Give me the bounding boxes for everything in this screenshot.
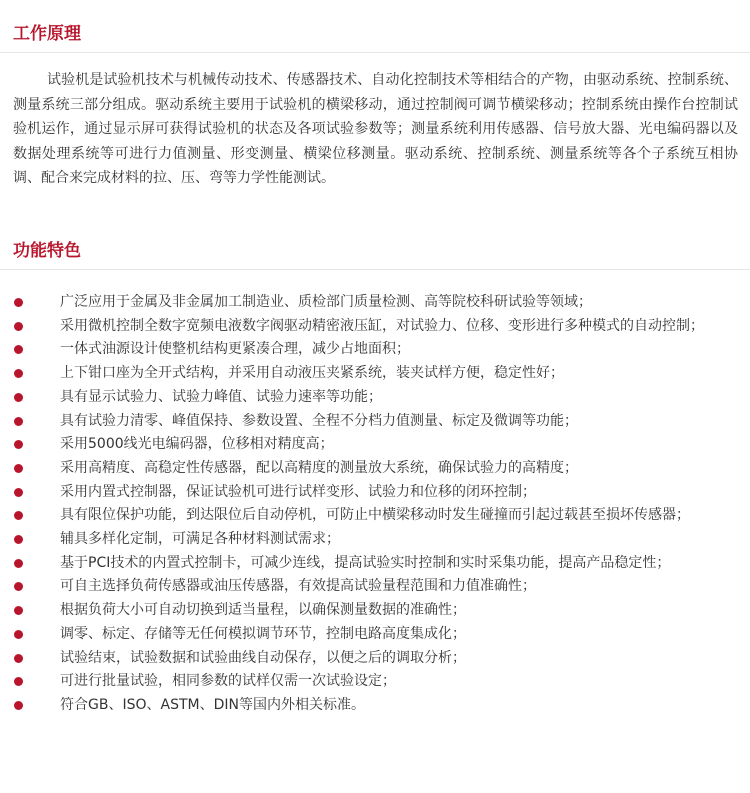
feature-list xyxy=(13,291,738,718)
bullet-dot-icon xyxy=(14,464,23,473)
feature-item xyxy=(13,528,738,552)
bullet-dot-icon xyxy=(14,606,23,615)
feature-item-text: 上下钳口座为全开式结构，并采用自动液压夹紧系统，装夹试样方便，稳定性好； xyxy=(60,365,564,382)
feature-item-text: 采用内置式控制器，保证试验机可进行试样变形、试验力和位移的闭环控制； xyxy=(60,483,536,500)
working-principle-paragraph: 试验机是试验机技术与机械传动技术、传感器技术、自动化控制技术等相结合的产物，由驱动系统、控制系统、测量系统三部分组成。驱动系统主要用于试验机的横梁移动，通过控制阀可调节横梁移动；控制系统由操作台控制试验机运作，通过显示屏可获得试验机的状态及各项试验参数等；测量系统利用传感器、信号放大器、光电编码器以及数据处理系统等可进行力值测量、形变测量、横梁位移测量。驱动系统、控制系统、测量系统等各个子系统互相协调、配合来完成材料的拉、压、弯等力学性能测试。 xyxy=(13,72,738,186)
bullet-dot-icon xyxy=(14,654,23,663)
feature-item-text: 符合GB、ISO、ASTM、DIN等国内外相关标准。 xyxy=(60,696,365,713)
bullet-dot-icon xyxy=(14,535,23,544)
bullet-dot-icon xyxy=(14,582,23,591)
feature-item-text: 采用5000线光电编码器，位移相对精度高； xyxy=(60,436,334,453)
section-title-features: 功能特色 xyxy=(13,241,81,261)
feature-item xyxy=(13,552,738,576)
feature-item xyxy=(13,504,738,528)
feature-item-text: 基于PCI技术的内置式控制卡，可减少连线，提高试验实时控制和实时采集功能，提高产品稳定性； xyxy=(60,554,671,571)
bullet-dot-icon xyxy=(14,511,23,520)
feature-item xyxy=(13,647,738,671)
feature-item-text: 调零、标定、存储等无任何模拟调节环节，控制电路高度集成化； xyxy=(60,625,466,642)
feature-item xyxy=(13,481,738,505)
feature-item xyxy=(13,623,738,647)
feature-item-text: 采用微机控制全数字宽频电液数字阀驱动精密液压缸，对试验力、位移、变形进行多种模式的自动控制； xyxy=(60,317,704,334)
section-divider xyxy=(0,52,750,53)
feature-item-text: 根据负荷大小可自动切换到适当量程，以确保测量数据的准确性； xyxy=(60,602,466,619)
feature-item-text: 一体式油源设计使整机结构更紧凑合理，减少占地面积； xyxy=(60,341,410,358)
feature-item-text: 具有显示试验力、试验力峰值、试验力速率等功能； xyxy=(60,388,382,405)
feature-item xyxy=(13,362,738,386)
bullet-dot-icon xyxy=(14,630,23,639)
bullet-dot-icon xyxy=(14,417,23,426)
feature-item xyxy=(13,433,738,457)
feature-item xyxy=(13,386,738,410)
bullet-dot-icon xyxy=(14,369,23,378)
feature-item-text: 采用高精度、高稳定性传感器，配以高精度的测量放大系统，确保试验力的高精度； xyxy=(60,459,578,476)
feature-item-text: 可进行批量试验，相同参数的试样仅需一次试验设定； xyxy=(60,673,396,690)
feature-item-text: 可自主选择负荷传感器或油压传感器，有效提高试验量程范围和力值准确性； xyxy=(60,578,536,595)
feature-item xyxy=(13,291,738,315)
feature-item xyxy=(13,457,738,481)
bullet-dot-icon xyxy=(14,701,23,710)
feature-item-text: 具有试验力清零、峰值保持、参数设置、全程不分档力值测量、标定及微调等功能； xyxy=(60,412,578,429)
feature-item-text: 广泛应用于金属及非金属加工制造业、质检部门质量检测、高等院校科研试验等领域； xyxy=(60,294,592,310)
feature-item-text: 试验结束，试验数据和试验曲线自动保存，以便之后的调取分析； xyxy=(60,649,466,666)
bullet-dot-icon xyxy=(14,298,23,307)
feature-item xyxy=(13,338,738,362)
bullet-dot-icon xyxy=(14,677,23,686)
bullet-dot-icon xyxy=(14,322,23,331)
bullet-dot-icon xyxy=(14,559,23,568)
feature-item-text: 辅具多样化定制，可满足各种材料测试需求； xyxy=(60,531,340,548)
feature-item-text: 具有限位保护功能，到达限位后自动停机，可防止中横梁移动时发生碰撞而引起过载甚至损坏传感器； xyxy=(60,507,690,524)
feature-item xyxy=(13,315,738,339)
feature-item xyxy=(13,410,738,434)
feature-item xyxy=(13,670,738,694)
feature-item xyxy=(13,694,738,718)
bullet-dot-icon xyxy=(14,345,23,354)
bullet-dot-icon xyxy=(14,393,23,402)
bullet-dot-icon xyxy=(14,488,23,497)
section-title-working-principle: 工作原理 xyxy=(13,24,81,44)
feature-item xyxy=(13,575,738,599)
feature-item xyxy=(13,599,738,623)
section-divider xyxy=(0,269,750,270)
bullet-dot-icon xyxy=(14,440,23,449)
